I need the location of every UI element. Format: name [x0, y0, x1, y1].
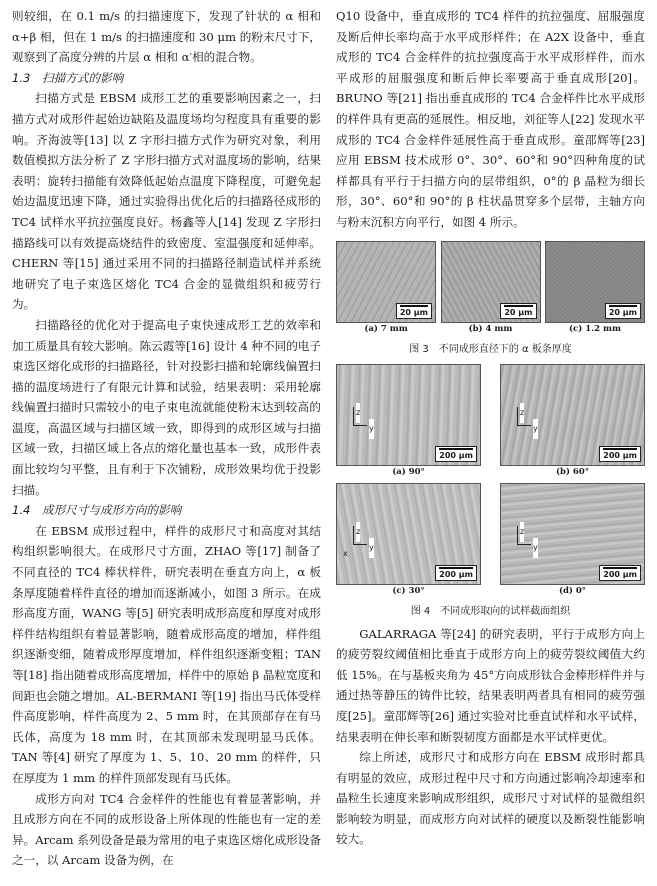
- micrograph-image: [500, 364, 645, 466]
- section-heading-1-3: 1.3 扫描方式的影响: [12, 70, 124, 85]
- section-heading-1-4: 1.4 成形尺寸与成形方向的影响: [12, 503, 182, 518]
- scale-bar: 20 μm: [396, 303, 432, 319]
- scale-bar: 200 μm: [599, 446, 641, 462]
- micrograph-image: [336, 364, 481, 466]
- subfigure-label: (b) 4 mm: [468, 323, 513, 334]
- paragraph: 成形方向对 TC4 合金样件的性能也有着显著影响，并且成形方向在不同的成形设备上所体现的性能也有一定的差异。Arcam 系列设备是最为常用的电子束选区熔化成形设备之一，以 Arcam 设备为例，在: [12, 791, 321, 868]
- micrograph-image: [500, 483, 645, 585]
- figure-4a: [336, 364, 481, 479]
- figure-3: [336, 241, 645, 358]
- paragraph: GALARRAGA 等[24] 的研究表明，平行于成形方向上的疲劳裂纹阈值相比垂直于成形方向上的疲劳裂纹阈值大约低 15%。在与基板夹角为 45°方向成形钛合金棒形样件并与通过热等静压的铸件比较，结果表明两者具有相同的疲劳强度[25]。童邵辉等[26] 通过实验对比垂直试样和水平试样，结果表明在伸长率和断裂韧度方面都是水平试样更优。: [336, 626, 645, 744]
- axis-indicator: z y x: [349, 524, 377, 552]
- scale-bar: 20 μm: [605, 303, 641, 319]
- figure-4-caption: 图 4 不同成形取向的试样截面组织: [410, 605, 571, 617]
- subfigure-label: (b) 60°: [555, 466, 590, 477]
- figure-3-caption: 图 3 不同成形直径下的 α 板条厚度: [409, 343, 572, 355]
- scale-bar: 200 μm: [435, 446, 477, 462]
- micrograph-image: [441, 241, 541, 323]
- subfigure-label: (d) 0°: [558, 585, 587, 596]
- figure-3b: [441, 241, 541, 336]
- paragraph: 在 EBSM 成形过程中，样件的成形尺寸和高度对其结构组织影响很大。在成形尺寸方面，ZHAO 等[17] 制备了不同直径的 TC4 棒状样件，研究表明在垂直方向上，α 板条厚度随着样件直径的增加而逐渐减小，如图 3 所示。在成形高度方面，WANG 等[5] 研究表明成形高度和厚度对成形样件结构组织有着显著影响，随着成形高度的增加，样件组织逐渐变细，随着成形厚度增加，样件组织逐渐变粗；TAN 等[18] 指出随着成形高度增加，样件中的原始 β 晶粒宽度和间距也会随之增加。AL-BERMANI 等[19] 指出马氏体受样件高度影响，样件高度为 2、5 mm 时，在其顶部存在有马氏体，高度为 18 mm 时，在其顶部未发现明显马氏体。TAN 等[4] 研究了厚度为 1、5、10、20 mm 的样件，只在厚度为 1 mm 的样件顶部发现有马氏体。: [12, 523, 321, 785]
- subfigure-label: (c) 1.2 mm: [569, 323, 621, 334]
- micrograph-image: [336, 483, 481, 585]
- scale-bar: 20 μm: [500, 303, 536, 319]
- figure-4c: [336, 483, 481, 598]
- paragraph: 则较细，在 0.1 m/s 的扫描速度下，发现了针状的 α 相和 α+β 相，但在 1 m/s 的扫描速度和 30 μm 的粉末尺寸下，观察到了高度分辨的片层 α 相和 α′相的混合物。: [12, 9, 321, 65]
- scale-bar: 200 μm: [599, 565, 641, 581]
- subfigure-label: (c) 30°: [392, 585, 425, 596]
- subfigure-label: (a) 90°: [392, 466, 425, 477]
- figure-4d: [500, 483, 645, 598]
- left-column: [12, 6, 321, 871]
- paragraph: 综上所述，成形尺寸和成形方向在 EBSM 成形时都具有明显的效应，成形过程中尺寸和方向通过影响冷却速率和晶粒生长速度来影响成形组织，成形尺寸对试样的显微组织影响较为明显，而成形方向对试样的硬度以及断裂性能影响较大。: [336, 750, 645, 847]
- axis-indicator: z y: [349, 405, 377, 433]
- figure-4-row-top: [336, 364, 645, 479]
- figure-4: [336, 364, 645, 620]
- paragraph: 扫描方式是 EBSM 成形工艺的重要影响因素之一，扫描方式对成形件起始边缺陷及温度场均匀程度具有重要的影响。齐海波等[13] 以 Z 字形扫描方式作为研究对象，利用数值模拟方法分析了 Z 字形扫描方式对温度场的影响，结果表明：旋转扫描能有效降低起始点温度下降程度，可避免起始边温度迅速下降，通过实验得出优化后的扫描路径成形的 TC4 试样水平抗拉强度良好。杨鑫等人[14] 发现 Z 字形扫描路线可以有效提高烧结件的致密度、室温强度和延伸率。CHERN 等[15] 通过采用不同的扫描路径制造试样并系统地研究了电子束选区熔化 TC4 合金的显微组织和疲劳行为。: [12, 91, 321, 312]
- scale-bar: 200 μm: [435, 565, 477, 581]
- figure-4b: [500, 364, 645, 479]
- subfigure-label: (a) 7 mm: [364, 323, 408, 334]
- figure-3c: [545, 241, 645, 336]
- figure-3a: [336, 241, 436, 336]
- micrograph-image: [545, 241, 645, 323]
- axis-indicator: z y: [513, 524, 541, 552]
- paragraph: 扫描路径的优化对于提高电子束快速成形工艺的效率和加工质量具有较大影响。陈云霞等[16] 设计 4 种不同的电子束选区熔化成形的扫描路径，针对投影扫描和轮廓线偏置扫描的温度场进行了有限元计算和试验，结果表明：采用轮廓线偏置扫描时只需较小的电子束电流就能使粉末达到较高的温度，高温区域与扫描区域一致，即得到的成形区域与扫描区域一致，扫描区域上各点的熔化量也基本一致，成形件表面比较均匀平整，且有利于下次铺粉，成形效果均优于投影扫描。: [12, 317, 321, 497]
- micrograph-image: [336, 241, 436, 323]
- paragraph: Q10 设备中，垂直成形的 TC4 样件的抗拉强度、屈服强度及断后伸长率均高于水平成形样件；在 A2X 设备中，垂直成形的 TC4 合金样件的抗拉强度高于水平成形样件，而水平成形的屈服强度和断后伸长率要高于垂直成形[20]。BRUNO 等[21] 指出垂直成形的 TC4 合金样件比水平成形的样件具有更高的延展性。相反地，刘征等人[22] 发现水平成形的 TC4 合金样件延展性高于垂直成形。童邵辉等[23] 应用 EBSM 技术成形 0°、30°、60°和 90°四种角度的试样都具有平行于扫描方向的层带组织，0°的 β 晶粒为细长形，30°、60°和 90°的 β 柱状晶贯穿多个层带，主轴方向与粉末沉积方向平行，如图 4 所示。: [336, 9, 645, 229]
- figure-4-row-bottom: [336, 483, 645, 598]
- figure-3-row: [336, 241, 645, 336]
- axis-indicator: z y: [513, 405, 541, 433]
- right-column: [336, 6, 645, 850]
